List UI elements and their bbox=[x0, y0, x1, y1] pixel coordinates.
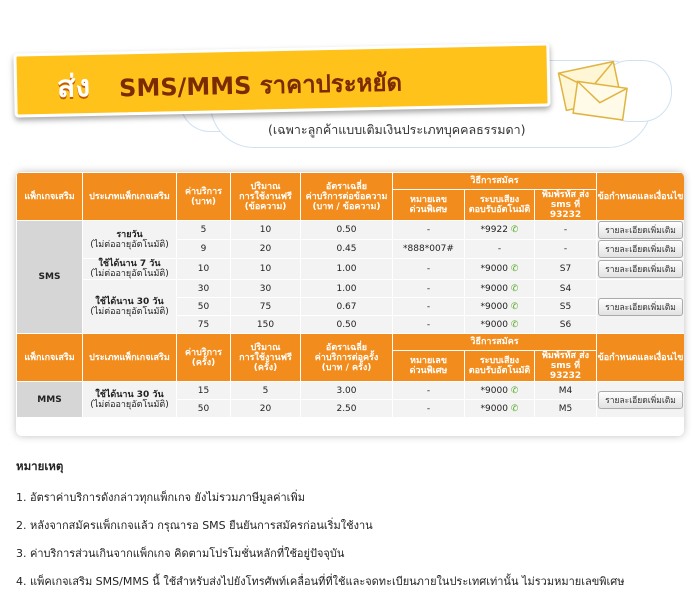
col-free-label: ปริมาณ bbox=[250, 181, 281, 192]
note-item: 1. อัตราค่าบริการดังกล่าวทุกแพ็กเกจ ยังไม่รวมภาษีมูลค่าเพิ่ม bbox=[16, 491, 305, 504]
col-free bbox=[231, 334, 301, 382]
col-fee-label: ค่าบริการ bbox=[185, 186, 222, 197]
cell-code: - bbox=[535, 221, 597, 240]
details-button[interactable]: รายละเอียดเพิ่มเติม bbox=[598, 221, 683, 239]
auto-code: *9000 bbox=[480, 264, 508, 274]
type-mms-label: ใช้ได้นาน 30 วัน bbox=[95, 389, 164, 400]
cell-auto: - bbox=[465, 240, 535, 259]
cell-fee: 15 bbox=[177, 382, 231, 400]
col-special-label: หมายเลข bbox=[410, 356, 447, 366]
cell-free: 20 bbox=[231, 400, 301, 418]
phone-icon: ✆ bbox=[510, 319, 519, 330]
col-fee-label: ค่าบริการ bbox=[185, 347, 222, 358]
col-sms-code bbox=[535, 190, 597, 221]
col-avg-label2: ค่าบริการต่อครั้ง bbox=[314, 352, 379, 363]
cell-fee: 50 bbox=[177, 400, 231, 418]
package-type-daily bbox=[83, 221, 177, 259]
cell-fee: 5 bbox=[177, 221, 231, 240]
col-avg bbox=[301, 334, 393, 382]
col-avg-label: อัตราเฉลี่ย bbox=[325, 181, 368, 192]
cell-avg: 0.50 bbox=[301, 221, 393, 240]
phone-icon: ✆ bbox=[510, 385, 519, 396]
table-row bbox=[17, 221, 685, 240]
type-7days-label: ใช้ได้นาน 7 วัน bbox=[98, 259, 161, 269]
cell-avg: 1.00 bbox=[301, 280, 393, 298]
auto-code: *9000 bbox=[480, 403, 508, 414]
cell-fee: 10 bbox=[177, 259, 231, 280]
col-package-type: ประเภทแพ็กเกจเสริม bbox=[83, 173, 177, 221]
col-fee-unit: (ครั้ง) bbox=[191, 357, 216, 368]
details-button[interactable]: รายละเอียดเพิ่มเติม bbox=[598, 298, 683, 316]
type-30days-note: (ไม่ต่ออายุอัตโนมัติ) bbox=[90, 306, 169, 317]
col-free-label2: การใช้งานฟรี bbox=[239, 352, 292, 363]
col-fee bbox=[177, 173, 231, 221]
cell-avg: 0.67 bbox=[301, 298, 393, 316]
cell-special: - bbox=[393, 221, 465, 240]
cell-free: 10 bbox=[231, 259, 301, 280]
col-avg-unit: (บาท / ข้อความ) bbox=[312, 201, 381, 212]
cell-code: - bbox=[535, 240, 597, 259]
cell-code: S5 bbox=[535, 298, 597, 316]
cell-code: M4 bbox=[535, 382, 597, 400]
col-package: แพ็กเกจเสริม bbox=[17, 334, 83, 382]
cell-free: 10 bbox=[231, 221, 301, 240]
package-type-7days bbox=[83, 259, 177, 280]
auto-code: *9000 bbox=[480, 301, 508, 312]
cell-avg: 2.50 bbox=[301, 400, 393, 418]
col-code-label2: sms ที่ 93232 bbox=[549, 200, 582, 220]
auto-code: *9000 bbox=[480, 385, 508, 396]
col-special-label: หมายเลข bbox=[410, 195, 447, 205]
table-row bbox=[17, 259, 685, 280]
package-type-30days bbox=[83, 280, 177, 334]
details-button[interactable]: รายละเอียดเพิ่มเติม bbox=[598, 391, 683, 409]
cell-fee: 30 bbox=[177, 280, 231, 298]
cell-special: - bbox=[393, 382, 465, 400]
cell-free: 30 bbox=[231, 280, 301, 298]
col-auto-system bbox=[465, 351, 535, 382]
cell-free: 75 bbox=[231, 298, 301, 316]
cell-terms bbox=[597, 240, 685, 259]
auto-code: *9000 bbox=[480, 319, 508, 330]
col-auto-label2: ตอบรับอัตโนมัติ bbox=[468, 366, 531, 376]
col-fee bbox=[177, 334, 231, 382]
col-auto-system bbox=[465, 190, 535, 221]
type-daily-label: รายวัน bbox=[116, 229, 143, 240]
phone-icon: ✆ bbox=[510, 283, 519, 294]
note-item: 3. ค่าบริการส่วนเกินจากแพ็กเกจ คิดตามโปรโมชั่นหลักที่ใช้อยู่ปัจจุบัน bbox=[16, 547, 345, 560]
package-table bbox=[16, 172, 684, 436]
type-daily-note: (ไม่ต่ออายุอัตโนมัติ) bbox=[90, 239, 169, 250]
cell-auto bbox=[465, 298, 535, 316]
cell-avg: 1.00 bbox=[301, 259, 393, 280]
cell-free: 20 bbox=[231, 240, 301, 259]
cell-special: - bbox=[393, 259, 465, 280]
col-avg-unit: (บาท / ครั้ง) bbox=[321, 362, 372, 373]
cell-avg: 0.45 bbox=[301, 240, 393, 259]
col-package-type: ประเภทแพ็กเกจเสริม bbox=[83, 334, 177, 382]
cell-special: - bbox=[393, 298, 465, 316]
col-special-label2: ด่วนพิเศษ bbox=[409, 366, 448, 376]
col-fee-unit: (บาท) bbox=[191, 196, 216, 207]
cell-code: S6 bbox=[535, 316, 597, 334]
cell-code: M5 bbox=[535, 400, 597, 418]
cell-auto bbox=[465, 316, 535, 334]
type-30days-label: ใช้ได้นาน 30 วัน bbox=[95, 296, 164, 307]
cell-fee: 75 bbox=[177, 316, 231, 334]
phone-icon: ✆ bbox=[510, 264, 519, 274]
note-item: 2. หลังจากสมัครแพ็กเกจแล้ว กรุณารอ SMS ยืนยันการสมัครก่อนเริ่มใช้งาน bbox=[16, 519, 373, 532]
package-type-mms-30days bbox=[83, 382, 177, 418]
cell-auto bbox=[465, 382, 535, 400]
col-special-label2: ด่วนพิเศษ bbox=[409, 205, 448, 215]
group-label-mms: MMS bbox=[17, 382, 83, 418]
col-auto-label: ระบบเสียง bbox=[479, 356, 520, 366]
cell-auto bbox=[465, 259, 535, 280]
cell-special: *888*007# bbox=[393, 240, 465, 259]
details-button[interactable]: รายละเอียดเพิ่มเติม bbox=[598, 260, 683, 278]
details-button[interactable]: รายละเอียดเพิ่มเติม bbox=[598, 240, 683, 258]
table-row bbox=[17, 382, 685, 400]
col-code-label: พิมพ์รหัส ส่ง bbox=[541, 190, 590, 200]
cell-auto bbox=[465, 280, 535, 298]
col-avg-label: อัตราเฉลี่ย bbox=[325, 342, 368, 353]
col-apply-method: วิธีการสมัคร bbox=[393, 334, 597, 351]
type-7days-note: (ไม่ต่ออายุอัตโนมัติ) bbox=[90, 269, 169, 279]
banner-title-part1: ส่ง bbox=[56, 69, 91, 105]
cell-code: S4 bbox=[535, 280, 597, 298]
auto-code: *9922 bbox=[480, 225, 508, 235]
table-row bbox=[17, 280, 685, 298]
col-free-label: ปริมาณ bbox=[250, 342, 281, 353]
col-apply-method: วิธีการสมัคร bbox=[393, 173, 597, 190]
col-free-label2: การใช้งานฟรี bbox=[239, 191, 292, 202]
cell-avg: 0.50 bbox=[301, 316, 393, 334]
cell-auto bbox=[465, 400, 535, 418]
cell-code: S7 bbox=[535, 259, 597, 280]
banner-title-part2: SMS/MMS ราคาประหยัด bbox=[118, 68, 403, 103]
cell-terms bbox=[597, 382, 685, 418]
cell-fee: 50 bbox=[177, 298, 231, 316]
col-free-unit: (ข้อความ) bbox=[244, 201, 287, 212]
note-item: 4. แพ็คเกจเสริม SMS/MMS นี้ ใช้สำหรับส่งไปยังโทรศัพท์เคลื่อนที่ที่ใช้และจดทะเบียนภายในประเทศเท่านั้น ไม่รวมหมายเลขพิเศษ bbox=[16, 575, 625, 588]
cell-special: - bbox=[393, 280, 465, 298]
col-terms: ข้อกำหนดและเงื่อนไข bbox=[597, 334, 685, 382]
col-package: แพ็กเกจเสริม bbox=[17, 173, 83, 221]
cell-avg: 3.00 bbox=[301, 382, 393, 400]
cell-auto bbox=[465, 221, 535, 240]
cell-fee: 9 bbox=[177, 240, 231, 259]
cell-free: 5 bbox=[231, 382, 301, 400]
col-free-unit: (ครั้ง) bbox=[253, 362, 278, 373]
cell-terms bbox=[597, 221, 685, 240]
cell-special: - bbox=[393, 316, 465, 334]
cell-free: 150 bbox=[231, 316, 301, 334]
cell-special: - bbox=[393, 400, 465, 418]
col-code-label: พิมพ์รหัส ส่ง bbox=[541, 351, 590, 361]
cell-terms bbox=[597, 280, 685, 334]
group-label-sms: SMS bbox=[17, 221, 83, 334]
col-auto-label: ระบบเสียง bbox=[479, 195, 520, 205]
phone-icon: ✆ bbox=[510, 225, 519, 235]
col-avg bbox=[301, 173, 393, 221]
promo-banner bbox=[13, 42, 550, 117]
notes-section bbox=[16, 458, 686, 600]
col-avg-label2: ค่าบริการต่อข้อความ bbox=[305, 191, 388, 202]
type-mms-note: (ไม่ต่ออายุอัตโนมัติ) bbox=[90, 399, 169, 410]
phone-icon: ✆ bbox=[510, 403, 519, 414]
col-special-number bbox=[393, 190, 465, 221]
notes-title: หมายเหตุ bbox=[16, 459, 64, 473]
col-code-label2: sms ที่ 93232 bbox=[549, 361, 582, 381]
cell-terms bbox=[597, 259, 685, 280]
phone-icon: ✆ bbox=[510, 301, 519, 312]
auto-code: *9000 bbox=[480, 283, 508, 294]
banner-subtitle: (เฉพาะลูกค้าแบบเติมเงินประเภทบุคคลธรรมดา) bbox=[268, 122, 526, 137]
col-terms: ข้อกำหนดและเงื่อนไข bbox=[597, 173, 685, 221]
col-auto-label2: ตอบรับอัตโนมัติ bbox=[468, 205, 531, 215]
col-sms-code bbox=[535, 351, 597, 382]
col-special-number bbox=[393, 351, 465, 382]
envelope-icon bbox=[555, 56, 635, 126]
col-free bbox=[231, 173, 301, 221]
